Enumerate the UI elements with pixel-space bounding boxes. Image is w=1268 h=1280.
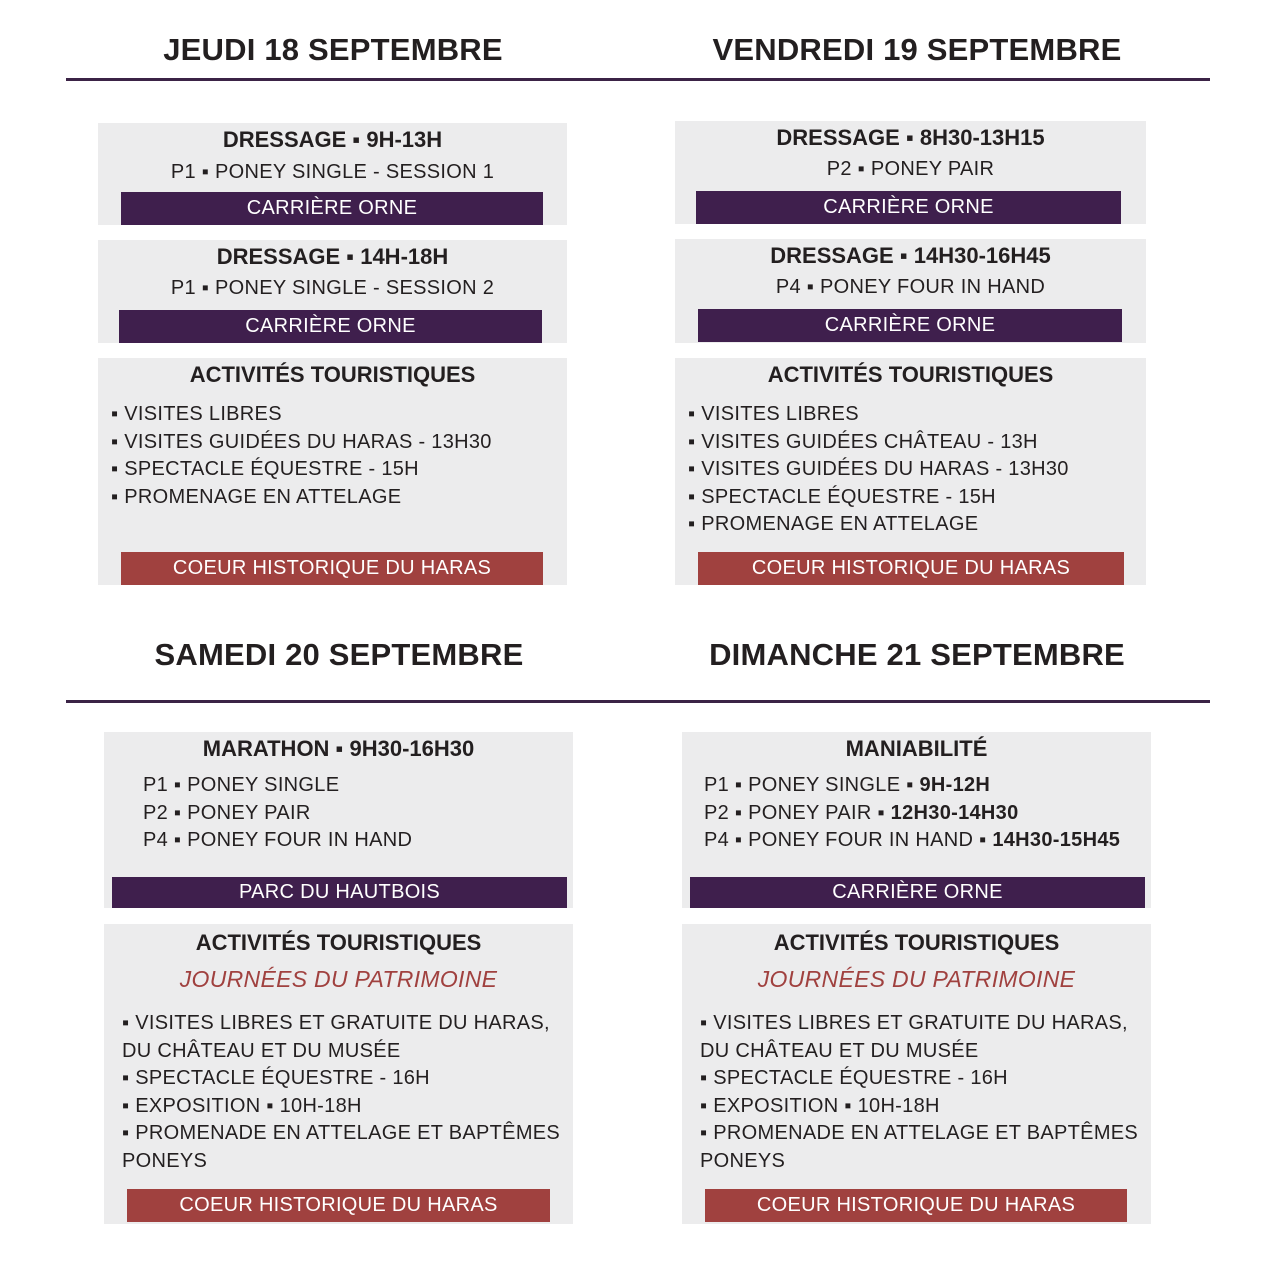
location-bar: CARRIÈRE ORNE <box>698 309 1122 342</box>
event-subtitle: P2 ▪ PONEY PAIR <box>826 158 995 180</box>
list-item: ▪ PROMENADE EN ATTELAGE ET BAPTÊMES PONEYS <box>122 1122 561 1172</box>
location-bar: COEUR HISTORIQUE DU HARAS <box>705 1189 1127 1222</box>
day-title-vendredi: VENDREDI 19 SEPTEMBRE <box>712 32 1122 67</box>
list-item: ▪ VISITES LIBRES ET GRATUITE DU HARAS, DU CHÂTEAU ET DU MUSÉE <box>700 1012 1128 1062</box>
event-block-samedi-marathon <box>104 732 573 908</box>
list-item: ▪ VISITES LIBRES ET GRATUITE DU HARAS, DU CHÂTEAU ET DU MUSÉE <box>122 1012 550 1062</box>
activities-list <box>111 401 492 511</box>
divider-rule-middle <box>66 700 1210 703</box>
event-title: DRESSAGE ▪ 8H30-13H15 <box>776 125 1045 150</box>
list-item: P2 ▪ PONEY PAIR <box>143 801 311 824</box>
activities-list <box>700 1010 1140 1175</box>
list-item: P1 ▪ PONEY SINGLE <box>143 774 340 796</box>
location-bar: COEUR HISTORIQUE DU HARAS <box>698 552 1124 585</box>
category-label: P1 ▪ PONEY SINGLE <box>704 774 907 796</box>
event-block-jeudi-dressage-2 <box>98 240 567 343</box>
day-title-dimanche: DIMANCHE 21 SEPTEMBRE <box>709 637 1125 672</box>
activities-title: ACTIVITÉS TOURISTIQUES <box>773 930 1060 955</box>
activities-subtitle: JOURNÉES DU PATRIMOINE <box>179 966 498 992</box>
list-item: ▪ EXPOSITION ▪ 10H-18H <box>122 1094 362 1117</box>
list-item <box>704 800 1120 828</box>
list-item: ▪ VISITES GUIDÉES DU HARAS - 13H30 <box>111 430 492 453</box>
activities-list <box>122 1010 562 1175</box>
event-title: DRESSAGE ▪ 14H30-16H45 <box>770 243 1051 268</box>
location-bar: CARRIÈRE ORNE <box>119 310 542 343</box>
list-item: ▪ SPECTACLE ÉQUESTRE - 15H <box>111 458 419 480</box>
list-item: ▪ PROMENAGE EN ATTELAGE <box>111 485 402 508</box>
event-subtitle: P1 ▪ PONEY SINGLE - SESSION 1 <box>170 161 495 183</box>
list-item: ▪ VISITES LIBRES <box>111 403 282 425</box>
list-item: ▪ SPECTACLE ÉQUESTRE - 15H <box>688 485 996 508</box>
activities-list <box>688 401 1069 539</box>
activities-block-dimanche <box>682 924 1151 1224</box>
location-bar: COEUR HISTORIQUE DU HARAS <box>127 1189 550 1222</box>
event-title: MANIABILITÉ <box>845 736 988 761</box>
list-item: ▪ PROMENADE EN ATTELAGE ET BAPTÊMES PONEYS <box>700 1122 1139 1172</box>
event-title: MARATHON ▪ 9H30-16H30 <box>202 736 475 761</box>
location-bar: PARC DU HAUTBOIS <box>112 877 567 908</box>
list-item: ▪ VISITES GUIDÉES CHÂTEAU - 13H <box>688 430 1038 453</box>
list-item: ▪ VISITES GUIDÉES DU HARAS - 13H30 <box>688 458 1069 480</box>
category-time: ▪ 14H30-15H45 <box>979 829 1121 851</box>
activities-subtitle: JOURNÉES DU PATRIMOINE <box>757 966 1076 992</box>
event-block-jeudi-dressage-1 <box>98 123 567 225</box>
list-item: ▪ VISITES LIBRES <box>688 403 859 425</box>
event-block-vendredi-dressage-1 <box>675 121 1146 224</box>
activities-title: ACTIVITÉS TOURISTIQUES <box>195 930 482 955</box>
list-item <box>704 827 1120 855</box>
activities-block-samedi <box>104 924 573 1224</box>
category-time: ▪ 12H30-14H30 <box>877 801 1019 824</box>
day-title-samedi: SAMEDI 20 SEPTEMBRE <box>154 637 524 672</box>
event-subtitle: P1 ▪ PONEY SINGLE - SESSION 2 <box>170 277 495 299</box>
category-time: ▪ 9H-12H <box>906 774 991 796</box>
activities-title: ACTIVITÉS TOURISTIQUES <box>767 362 1054 387</box>
event-block-dimanche-maniabilite <box>682 732 1151 908</box>
category-label: P4 ▪ PONEY FOUR IN HAND <box>704 829 980 851</box>
divider-rule-top <box>66 78 1210 81</box>
day-title-jeudi: JEUDI 18 SEPTEMBRE <box>163 32 503 67</box>
activities-title: ACTIVITÉS TOURISTIQUES <box>189 362 476 387</box>
location-bar: CARRIÈRE ORNE <box>121 192 543 225</box>
activities-block-jeudi <box>98 358 567 585</box>
categories-list <box>704 772 1120 855</box>
event-title: DRESSAGE ▪ 9H-13H <box>222 127 443 152</box>
list-item <box>704 772 1120 800</box>
event-title: DRESSAGE ▪ 14H-18H <box>216 244 449 269</box>
event-block-vendredi-dressage-2 <box>675 239 1146 343</box>
categories-list <box>143 772 412 855</box>
list-item: ▪ SPECTACLE ÉQUESTRE - 16H <box>700 1067 1008 1089</box>
location-bar: CARRIÈRE ORNE <box>690 877 1145 908</box>
category-label: P2 ▪ PONEY PAIR <box>704 801 878 824</box>
event-subtitle: P4 ▪ PONEY FOUR IN HAND <box>775 276 1046 298</box>
location-bar: COEUR HISTORIQUE DU HARAS <box>121 552 543 585</box>
list-item: P4 ▪ PONEY FOUR IN HAND <box>143 829 413 851</box>
activities-block-vendredi <box>675 358 1146 585</box>
list-item: ▪ SPECTACLE ÉQUESTRE - 16H <box>122 1067 430 1089</box>
location-bar: CARRIÈRE ORNE <box>696 191 1121 224</box>
list-item: ▪ EXPOSITION ▪ 10H-18H <box>700 1094 940 1117</box>
list-item: ▪ PROMENAGE EN ATTELAGE <box>688 513 979 535</box>
